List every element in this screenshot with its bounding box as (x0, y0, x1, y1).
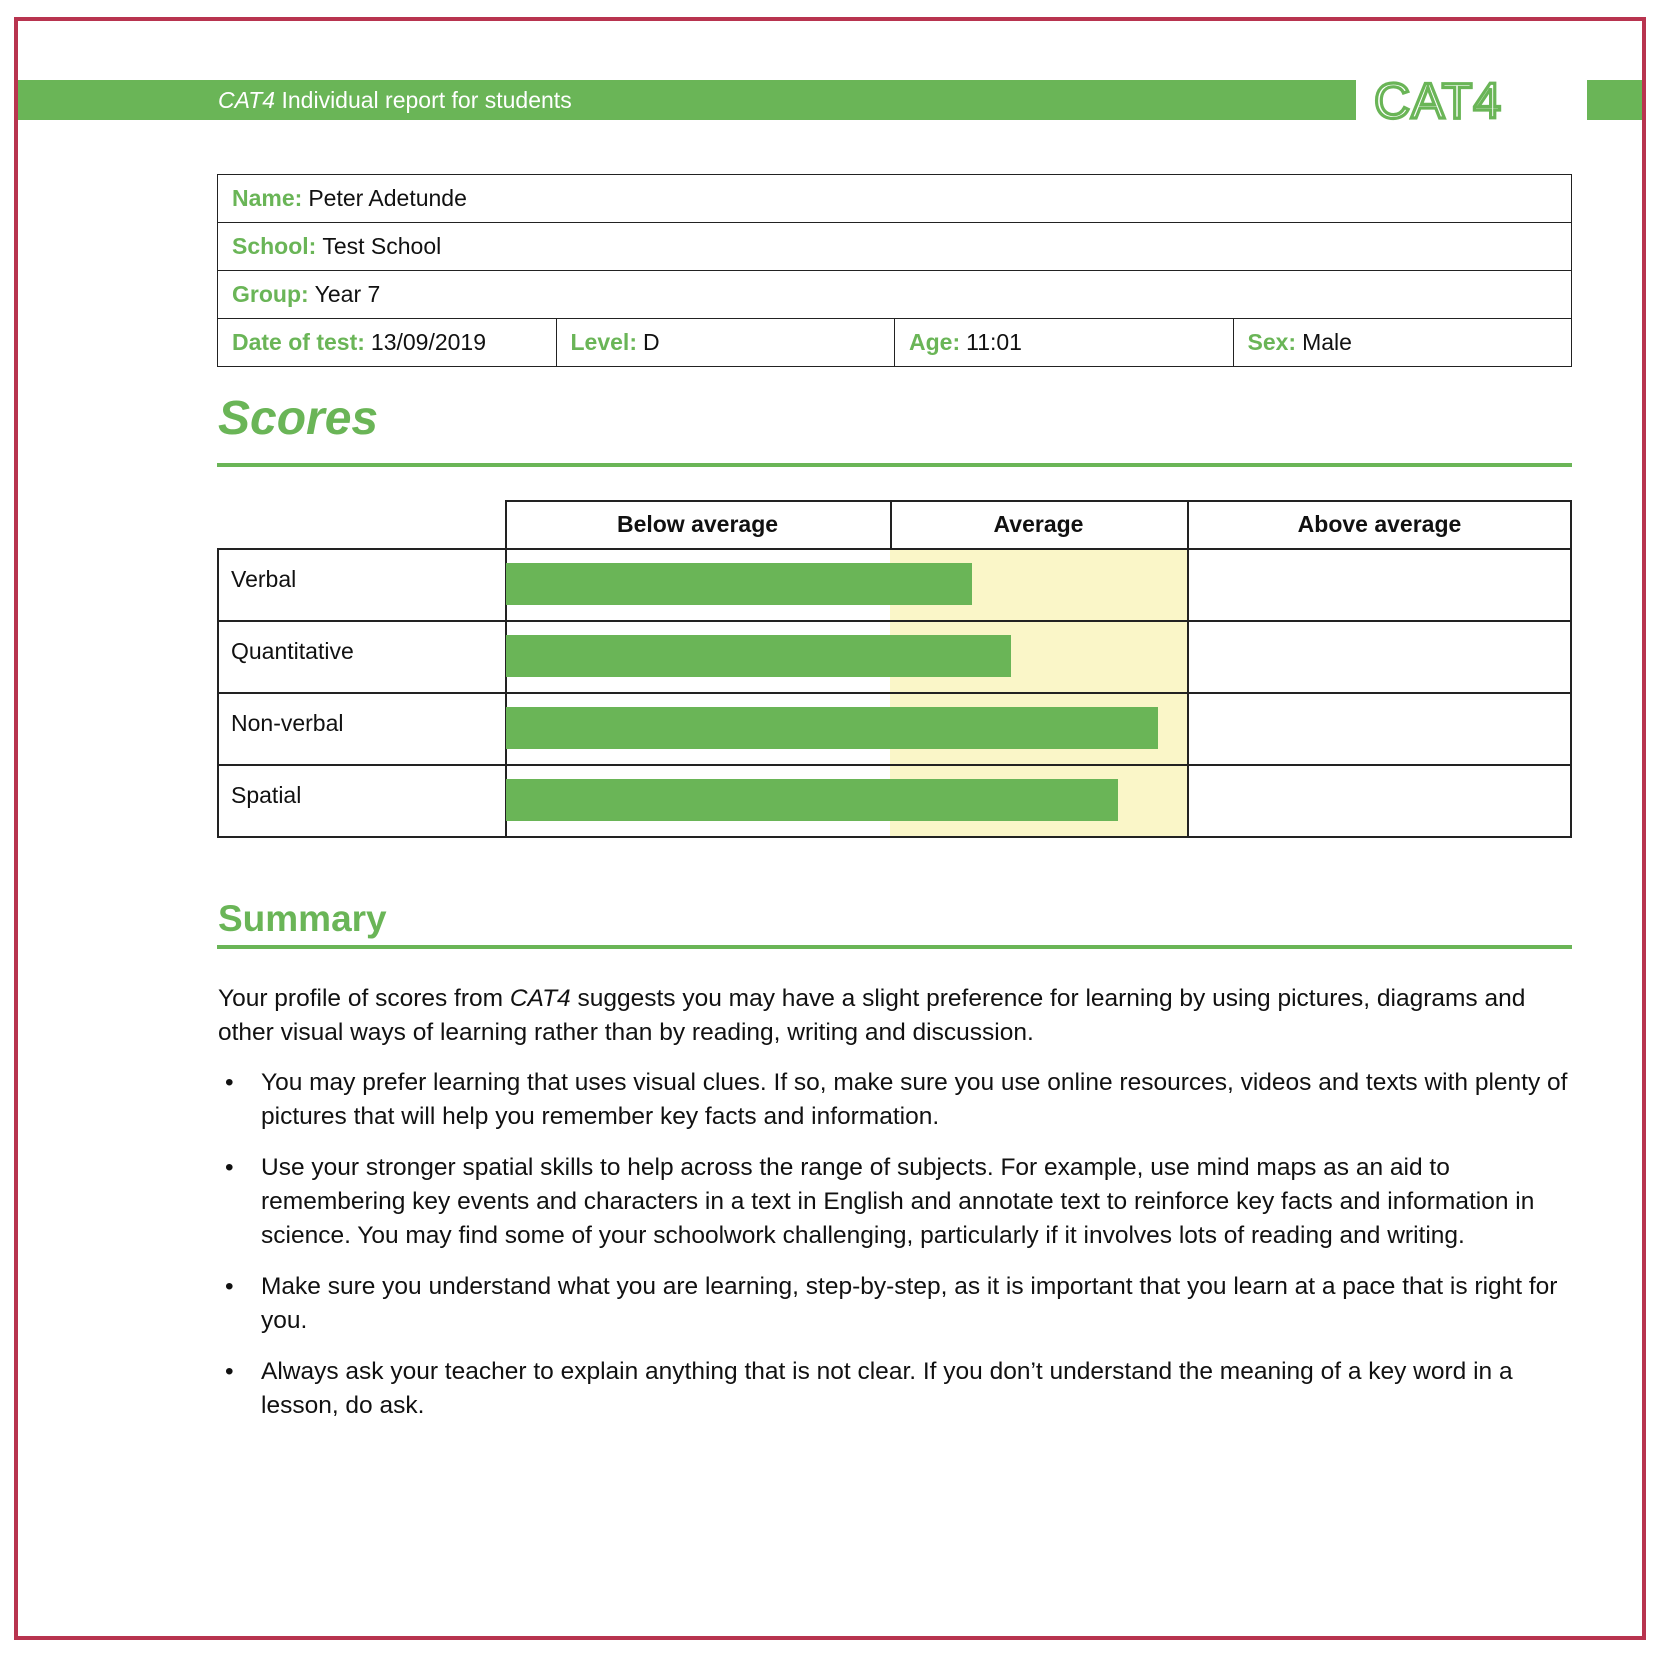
age-cell (895, 319, 1234, 367)
level-label: Level: (570, 329, 637, 355)
summary-intro-start: Your profile of scores from (218, 985, 510, 1012)
grid-line-v2 (890, 500, 892, 548)
info-row-name (218, 175, 1572, 223)
name-label: Name: (232, 185, 303, 211)
level-value: D (642, 329, 660, 355)
summary-intro-end: suggests you may have a slight preference for learning by using pictures, diagrams and other visual ways of learning rather than by reading, writing and discussion. (218, 985, 1526, 1046)
name-value: Peter Adetunde (308, 185, 467, 211)
score-label-quantitative: Quantitative (231, 638, 354, 664)
group-value: Year 7 (314, 281, 381, 307)
col-head-below: Below average (616, 511, 779, 537)
grid-line-row2 (217, 692, 1572, 694)
grid-line-top (505, 500, 1572, 502)
bullet-text: Make sure you understand what you are learning, step-by-step, as it is important that you learn at a pace that is right for you. (261, 1273, 1558, 1334)
grid-line-row3 (217, 764, 1572, 766)
sex-value: Male (1302, 329, 1352, 355)
grid-line-header (217, 548, 1572, 550)
school-label: School: (232, 233, 317, 259)
sex-cell (1233, 319, 1572, 367)
bullet-text: Always ask your teacher to explain anything that is not clear. If you don’t understand the meaning of a key word in a lesson, do ask. (261, 1358, 1513, 1419)
bullet-item (218, 1355, 1578, 1423)
info-row-group (218, 271, 1572, 319)
date-cell (218, 319, 557, 367)
bullet-item (218, 1151, 1578, 1253)
grid-line-left (217, 548, 219, 838)
group-cell (218, 271, 1572, 319)
col-head-average: Average (993, 511, 1084, 537)
school-value: Test School (322, 233, 442, 259)
cat4-logo (1370, 52, 1580, 142)
bullet-text: You may prefer learning that uses visual clues. If so, make sure you use online resources, videos and texts with plenty of pictures that will help you remember key facts and information. (261, 1069, 1568, 1130)
date-label: Date of test: (232, 329, 365, 355)
bullet-dot: • (225, 1154, 234, 1181)
group-label: Group: (232, 281, 309, 307)
col-head-above: Above average (1297, 511, 1462, 537)
report-title-text: Individual report for students (275, 87, 572, 113)
score-label-non-verbal: Non-verbal (231, 710, 344, 736)
scores-rule (217, 463, 1572, 467)
age-label: Age: (909, 329, 961, 355)
date-value: 13/09/2019 (370, 329, 487, 355)
grid-line-row1 (217, 620, 1572, 622)
level-cell (556, 319, 895, 367)
summary-intro-brand: CAT4 (509, 985, 571, 1012)
bullet-item (218, 1066, 1578, 1134)
bullet-text: Use your stronger spatial skills to help across the range of subjects. For example, use mind maps as an aid to remembering key events and characters in a text in English and annotate text to reinforce key facts and information in science. You may find some of your schoolwork challenging, particularly if it involves lots of reading and writing. (261, 1154, 1535, 1249)
grid-line-right (1570, 500, 1572, 838)
summary-rule (217, 945, 1572, 949)
scores-chart (217, 500, 1572, 838)
sex-label: Sex: (1247, 329, 1297, 355)
info-row-details (218, 319, 1572, 367)
score-label-spatial: Spatial (231, 782, 302, 808)
report-title (218, 80, 572, 120)
score-bar-quantitative (506, 635, 1011, 677)
score-bar-verbal (506, 563, 972, 605)
score-bar-non-verbal (506, 707, 1158, 749)
scores-heading: Scores (218, 392, 379, 445)
info-row-school (218, 223, 1572, 271)
grid-line-v3 (1187, 500, 1189, 838)
bullet-dot: • (225, 1273, 234, 1300)
student-info-table (217, 174, 1572, 367)
school-cell (218, 223, 1572, 271)
summary-heading: Summary (218, 898, 387, 939)
score-bar-spatial (506, 779, 1118, 821)
grid-line-bottom (217, 836, 1572, 838)
summary-bullets (218, 1066, 1578, 1440)
bullet-dot: • (225, 1358, 234, 1385)
summary-intro (218, 982, 1578, 1050)
bullet-item (218, 1270, 1578, 1338)
bullet-dot: • (225, 1069, 234, 1096)
report-title-brand: CAT4 (218, 87, 276, 113)
logo-text: CAT4 (1374, 73, 1503, 129)
score-label-verbal: Verbal (231, 566, 297, 592)
name-cell (218, 175, 1572, 223)
header-bar-end (1587, 80, 1642, 120)
age-value: 11:01 (966, 329, 1022, 355)
